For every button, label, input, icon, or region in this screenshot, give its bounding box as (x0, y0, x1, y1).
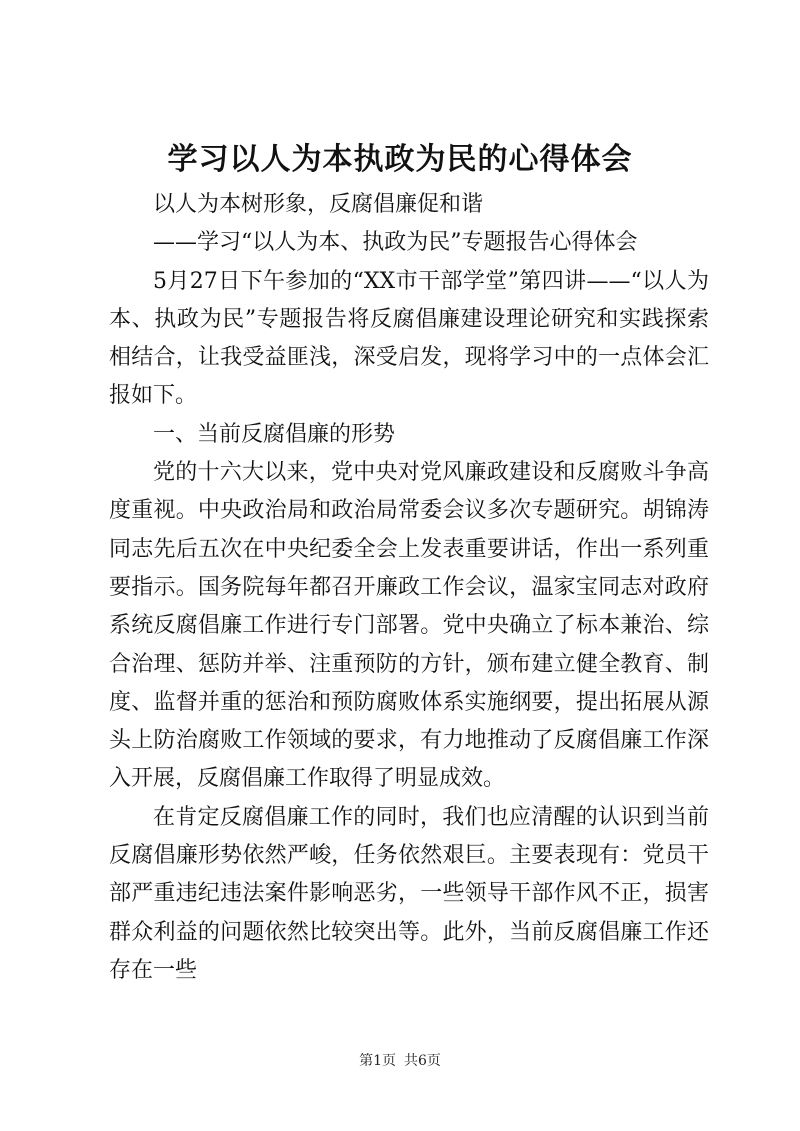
page-total: 共6页 (404, 1053, 441, 1069)
subtitle-paragraph: 以人为本树形象，反腐倡廉促和谐 (153, 192, 484, 217)
document-title: 学习以人为本执政为民的心得体会 (167, 142, 633, 177)
intro-paragraph: 5月27日下午参加的“XX市干部学堂”第四讲——“以人为本、执政为民”专题报告将反腐倡廉建设理论研究和实践探索相结合，让我受益匪浅，深受启发，现将学习中的一点体会汇报如下。 (109, 268, 709, 409)
body-paragraph: 在肯定反腐倡廉工作的同时，我们也应清醒的认识到当前反腐倡廉形势依然严峻，任务依然艰巨。主要表现有：党员干部严重违纪违法案件影响恶劣，一些领导干部作风不正，损害群众利益的问题依然比较突出等。此外，当前反腐倡廉工作还存在一些 (109, 804, 709, 983)
body-paragraph: 党的十六大以来，党中央对党风廉政建设和反腐败斗争高度重视。中央政治局和政治局常委会议多次专题研究。胡锦涛同志先后五次在中央纪委全会上发表重要讲话，作出一系列重要指示。国务院每年都召开廉政工作会议，温家宝同志对政府系统反腐倡廉工作进行专门部署。党中央确立了标本兼治、综合治理、惩防并举、注重预防的方针，颁布建立健全教育、制度、监督并重的惩治和预防腐败体系实施纲要，提出拓展从源头上防治腐败工作领域的要求，有力地推动了反腐倡廉工作深入开展，反腐倡廉工作取得了明显成效。 (109, 460, 709, 792)
section-heading: 一、当前反腐倡廉的形势 (153, 421, 396, 447)
subtitle-line-paragraph: ——学习“以人为本、执政为民”专题报告心得体会 (153, 230, 638, 256)
page-footer (0, 1051, 800, 1071)
document-body (109, 186, 709, 990)
page-number: 第1页 (359, 1053, 396, 1069)
